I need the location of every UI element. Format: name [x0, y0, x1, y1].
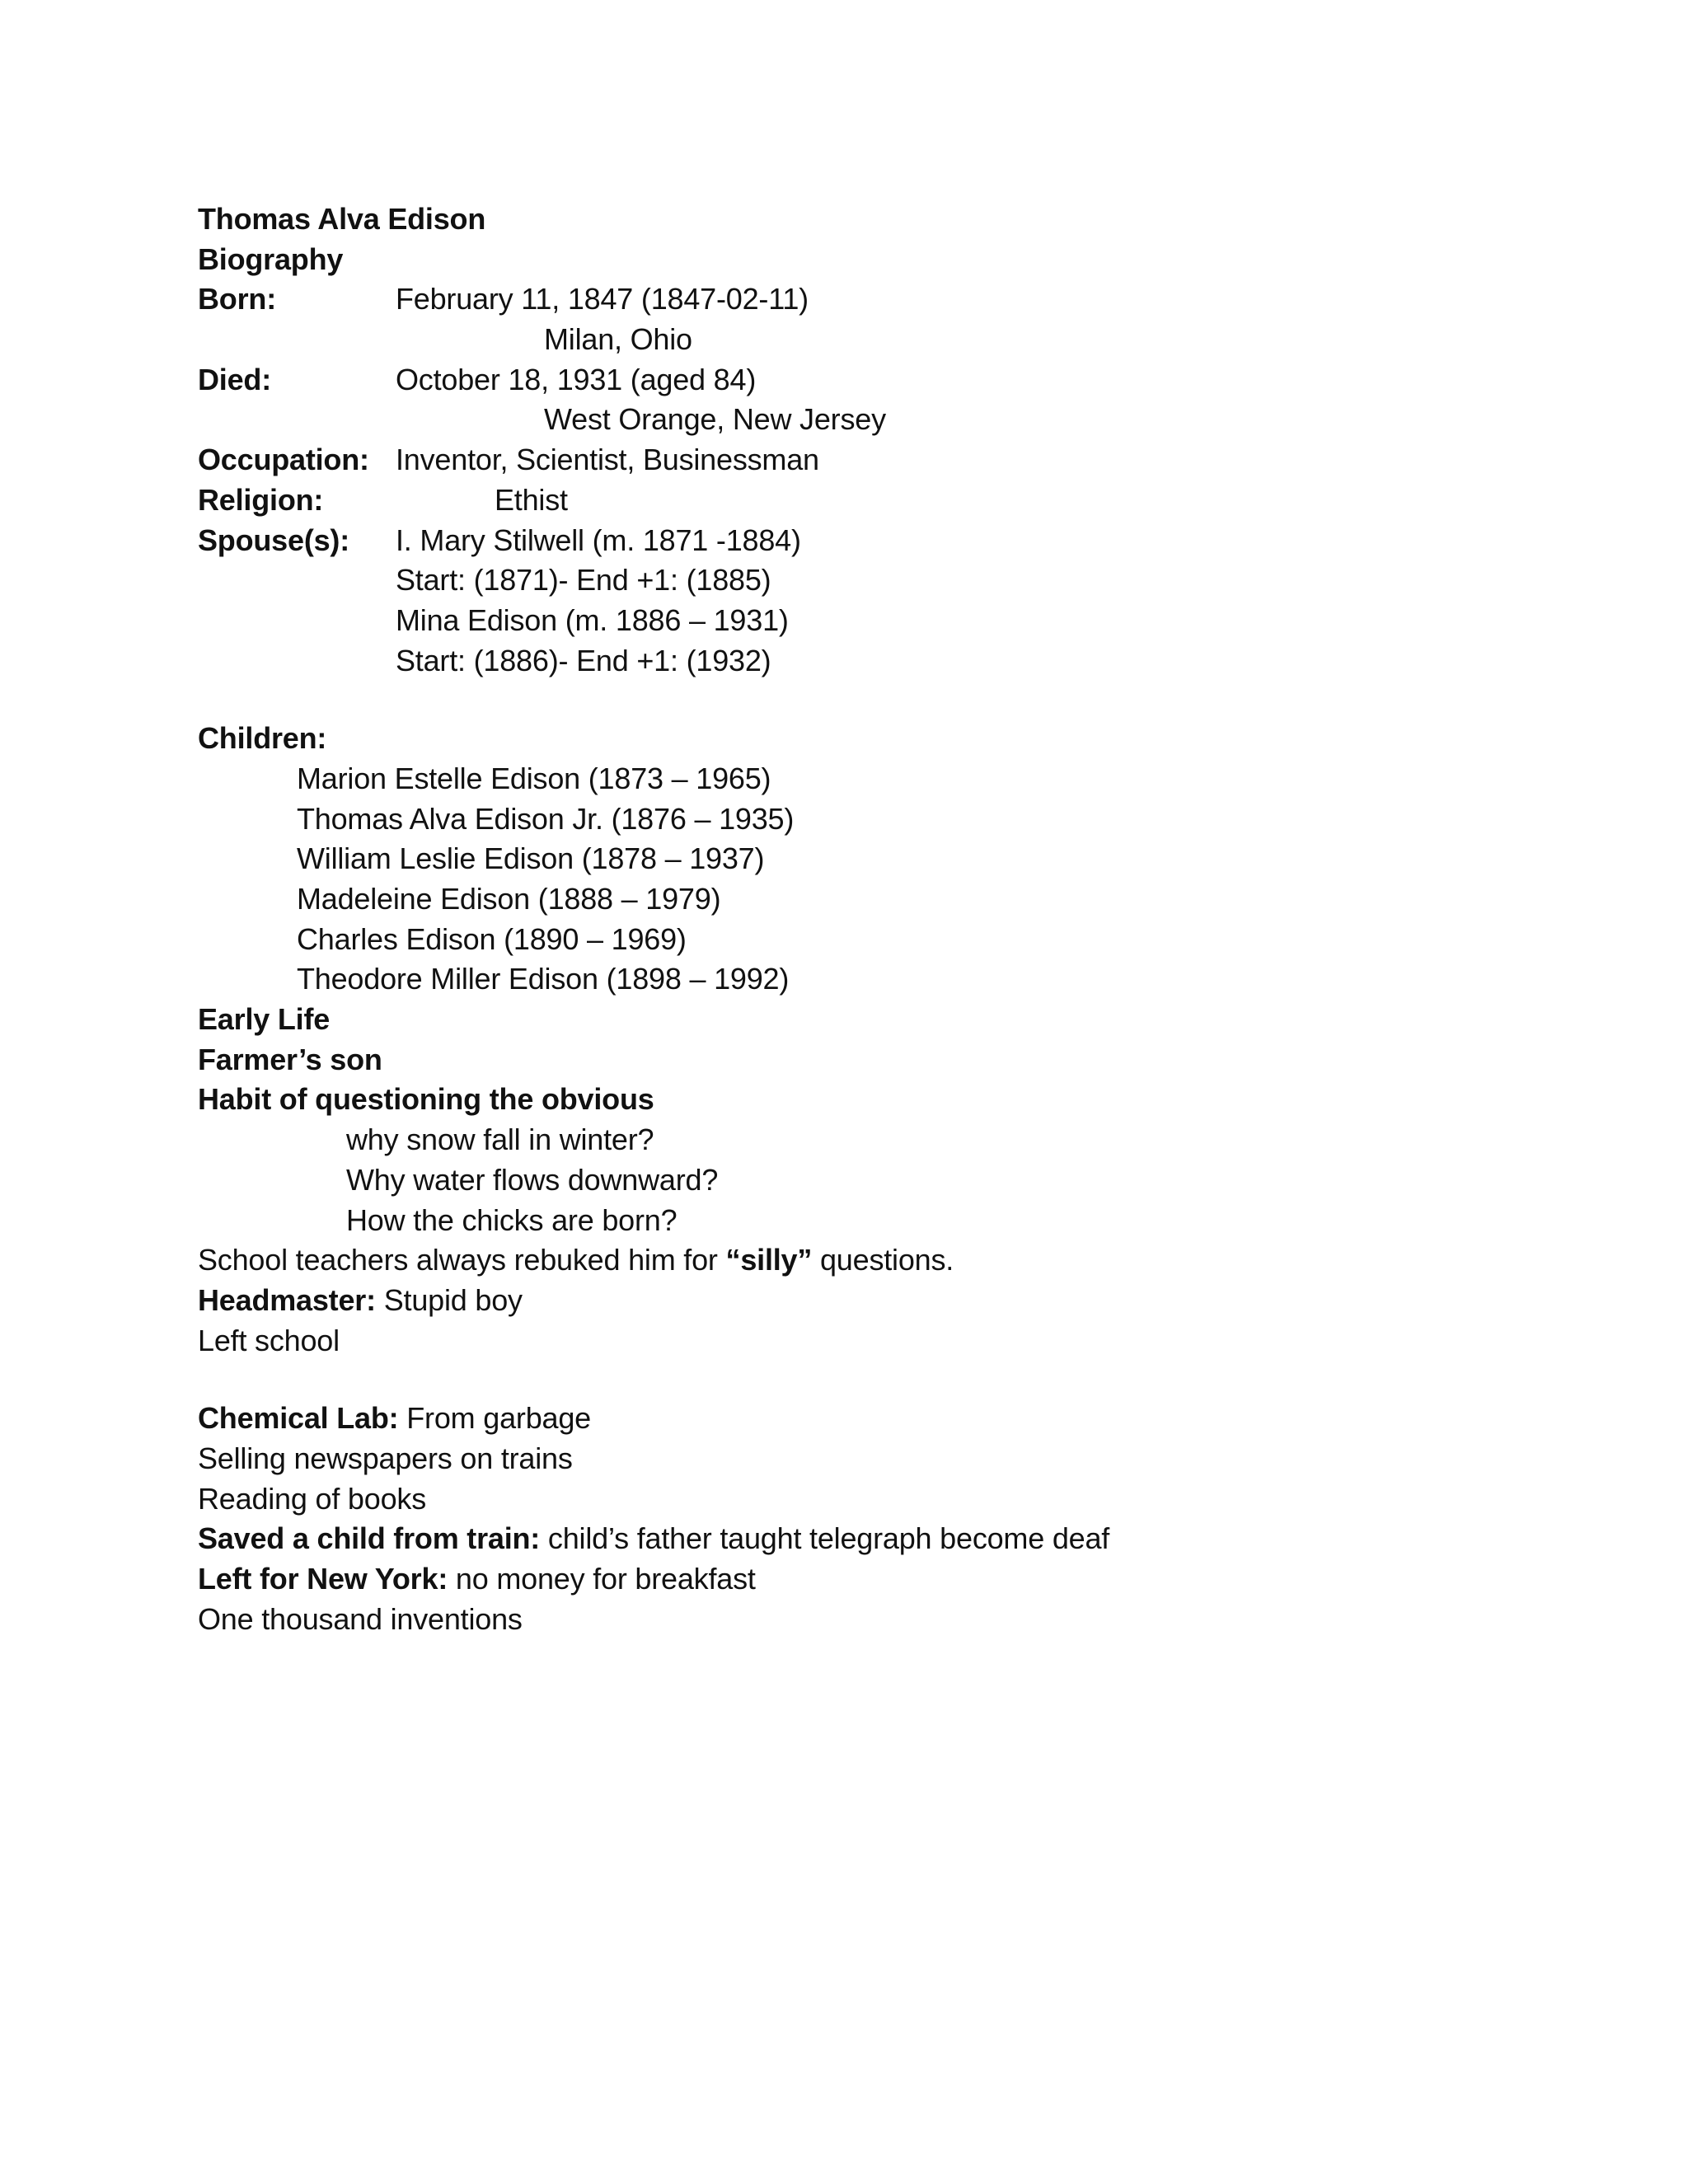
occupation-label: Occupation: — [198, 443, 369, 477]
books-line: Reading of books — [198, 1481, 426, 1516]
occupation-value: Inventor, Scientist, Businessman — [396, 443, 819, 477]
religion-label: Religion: — [198, 482, 324, 517]
spacer — [198, 681, 1550, 719]
spacer — [198, 1361, 1550, 1399]
saved-child-label: Saved a child from train: — [198, 1521, 541, 1556]
chemical-lab-line — [198, 1399, 1550, 1439]
born-place: Milan, Ohio — [544, 322, 692, 357]
saved-child-text: child’s father taught telegraph become deaf — [540, 1521, 1110, 1556]
spouse-line: I. Mary Stilwell (m. 1871 -1884) — [396, 523, 801, 557]
children-heading: Children: — [198, 721, 327, 756]
child-item: Marion Estelle Edison (1873 – 1965) — [297, 761, 771, 795]
occupation-row — [198, 440, 1550, 480]
child-item: Madeleine Edison (1888 – 1979) — [297, 882, 721, 916]
born-row — [198, 279, 1550, 320]
died-place: West Orange, New Jersey — [544, 402, 886, 437]
religion-value: Ethist — [495, 482, 568, 517]
chemical-lab-text: From garbage — [398, 1401, 591, 1436]
left-school-line: Left school — [198, 1323, 340, 1357]
teachers-line — [198, 1240, 1550, 1281]
chemical-lab-label: Chemical Lab: — [198, 1401, 399, 1436]
question-item: How the chicks are born? — [346, 1202, 678, 1237]
child-item: William Leslie Edison (1878 – 1937) — [297, 841, 765, 876]
spouse-line: Mina Edison (m. 1886 – 1931) — [396, 602, 789, 637]
child-item: Charles Edison (1890 – 1969) — [297, 921, 687, 956]
inventions-line: One thousand inventions — [198, 1601, 523, 1636]
religion-row — [198, 480, 1550, 521]
headmaster-line — [198, 1281, 1550, 1321]
new-york-label: Left for New York: — [198, 1562, 448, 1596]
silly-emphasis: “silly” — [725, 1243, 813, 1277]
new-york-text: no money for breakfast — [448, 1562, 756, 1596]
born-label: Born: — [198, 282, 276, 316]
early-life-heading: Early Life — [198, 1002, 331, 1037]
spouse-label: Spouse(s): — [198, 523, 350, 557]
saved-child-line — [198, 1519, 1550, 1559]
question-item: Why water flows downward? — [346, 1162, 719, 1197]
teachers-text: School teachers always rebuked him for — [198, 1243, 726, 1277]
child-item: Theodore Miller Edison (1898 – 1992) — [297, 962, 790, 996]
teachers-text-end: questions. — [812, 1243, 954, 1277]
died-date: October 18, 1931 (aged 84) — [396, 362, 757, 396]
headmaster-label: Headmaster: — [198, 1282, 376, 1317]
document-body — [198, 199, 1550, 1639]
question-item: why snow fall in winter? — [346, 1122, 654, 1157]
farmer-son-line: Farmer’s son — [198, 1042, 382, 1076]
new-york-line — [198, 1559, 1550, 1600]
died-label: Died: — [198, 362, 272, 396]
newspapers-line: Selling newspapers on trains — [198, 1441, 573, 1475]
spouse-row — [198, 521, 1550, 561]
child-item: Thomas Alva Edison Jr. (1876 – 1935) — [297, 801, 795, 836]
died-row — [198, 360, 1550, 401]
spouse-line: Start: (1871)- End +1: (1885) — [396, 563, 771, 598]
spouse-line: Start: (1886)- End +1: (1932) — [396, 643, 771, 677]
headmaster-text: Stupid boy — [375, 1282, 523, 1317]
document-title: Thomas Alva Edison — [198, 202, 486, 236]
habit-heading: Habit of questioning the obvious — [198, 1082, 654, 1117]
document-subtitle: Biography — [198, 241, 344, 276]
born-date: February 11, 1847 (1847-02-11) — [396, 282, 809, 316]
